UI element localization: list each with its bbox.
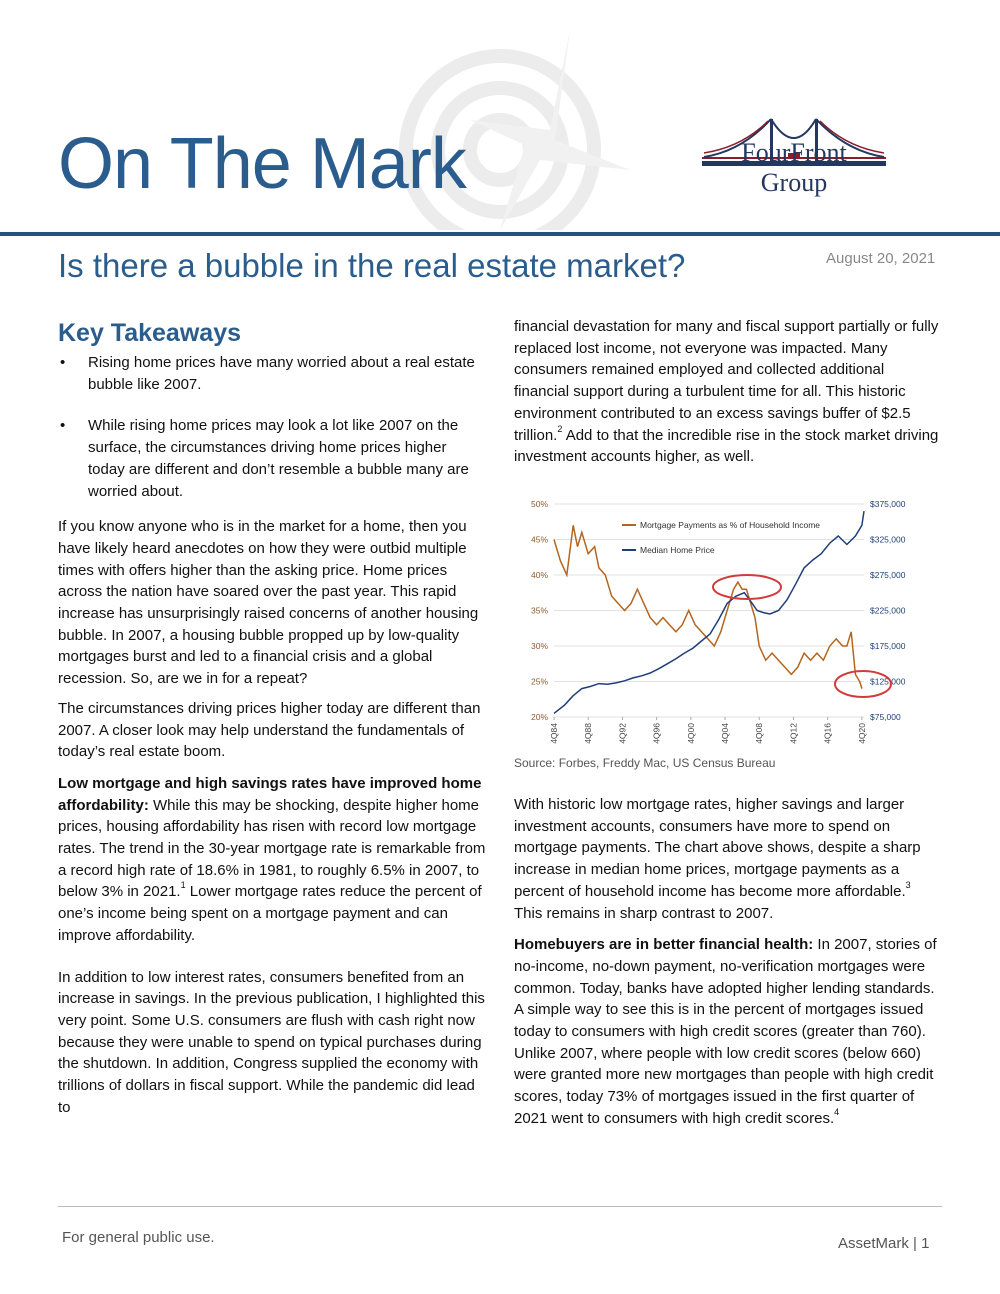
x-tick-label: 4Q08 bbox=[754, 723, 765, 744]
x-tick-label: 4Q00 bbox=[685, 723, 696, 744]
y-left-tick-label: 20% bbox=[530, 712, 548, 722]
publication-title: On The Mark bbox=[58, 124, 466, 204]
x-tick-label: 4Q04 bbox=[720, 723, 731, 744]
x-tick-label: 4Q88 bbox=[583, 723, 594, 744]
paragraph-affordability: Low mortgage and high savings rates have improved home affordability: While this may be shocking, despite higher home prices, housing affordability has risen with record low mortgage rates. The trend in the 30-year mortgage rate is remarkable from a record high rate of 18.6% in 1981, to roughly 6.5% in 2007, to below 3% in 2021.$^1$ Lower mortgage rates reduce the percent of one’s income being spent on a mortgage payment and can improve affordability. bbox=[58, 774, 486, 944]
y-left-tick-label: 50% bbox=[530, 499, 548, 509]
median-home-price-series-line bbox=[554, 511, 864, 713]
y-left-tick-label: 45% bbox=[530, 534, 548, 545]
y-left-tick-label: 25% bbox=[530, 676, 548, 687]
chart-grid bbox=[554, 504, 864, 720]
legend-entry: Mortgage Payments as % of Household Income bbox=[640, 520, 821, 530]
x-tick-label: 4Q84 bbox=[549, 723, 559, 744]
left-column bbox=[58, 318, 486, 1127]
x-tick-label: 4Q20 bbox=[856, 723, 867, 744]
paragraph-savings: In addition to low interest rates, consumers benefited from an increase in savings. In the previous publication, I highlighted this very point. Some U.S. consumers are flush with cash right now because they were unable to spend on typical purchases during the shutdown. In addition, Congress supplied the economy with trillions of dollars in fiscal support. While the pandemic did lead to bbox=[58, 968, 485, 1116]
footer-rule bbox=[58, 1206, 942, 1207]
y-right-tick-label: $75,000 bbox=[870, 712, 901, 722]
paragraph-intro: If you know anyone who is in the market for a home, then you have likely heard anecdotes on how they were outbid multiple times with offers higher than the asking price. Home prices across the nation have soared over the past year. This rapid increase has unsurprisingly raised concerns of another housing bubble. In 2007, a housing bubble propped up by low-quality mortgages burst and led to a financial crisis and a global recession. So, are we in for a repeat? bbox=[58, 518, 479, 688]
paragraph-circumstances: The circumstances driving prices higher today are different than 2007. A closer look may help understand the fundamentals of today’s real estate boom. bbox=[58, 699, 481, 761]
bullet-icon: • bbox=[60, 417, 66, 435]
list-item: • Rising home prices have many worried about a real estate bubble like 2007. bbox=[60, 354, 475, 393]
key-takeaways-heading: Key Takeaways bbox=[58, 319, 241, 347]
y-left-tick-label: 40% bbox=[530, 570, 548, 580]
logo-text-fourfront: FourFront bbox=[741, 138, 847, 167]
paragraph-more-to-spend: With historic low mortgage rates, higher savings and larger investment accounts, consumers have more to spend on mortgage payments. The chart above shows, despite a sharp increase in median home prices, mortgage payments as a percent of household income has become more affordable.$^3$ This remains in sharp contrast to 2007. bbox=[514, 796, 921, 922]
list-item: • While rising home prices may look a lot like 2007 on the surface, the circumstances driving home prices higher today are different and don’t resemble a bubble many are worried about. bbox=[60, 417, 469, 500]
footnote-ref-1: 1 bbox=[180, 880, 186, 891]
affordability-lead: Low mortgage and high savings rates have improved home affordability: bbox=[58, 774, 482, 814]
chart-source: Source: Forbes, Freddy Mac, US Census Bureau bbox=[514, 756, 776, 770]
x-tick-label: 4Q96 bbox=[651, 723, 662, 744]
publication-date: August 20, 2021 bbox=[826, 250, 936, 267]
chart-legend bbox=[622, 520, 820, 555]
header-rule bbox=[0, 232, 1000, 236]
y-axis-left-labels bbox=[531, 499, 548, 722]
footer-page-number: AssetMark | 1 bbox=[838, 1235, 930, 1252]
footnote-ref-2: 2 bbox=[557, 423, 563, 434]
y-right-tick-label: $325,000 bbox=[870, 534, 906, 545]
footnote-ref-3: 3 bbox=[905, 879, 911, 890]
key-takeaways-list bbox=[58, 352, 486, 502]
footer-disclaimer: For general public use. bbox=[62, 1229, 215, 1246]
y-right-tick-label: $275,000 bbox=[870, 570, 906, 580]
paragraph-financial-health: Homebuyers are in better financial health: In 2007, stories of no-income, no-down payment, no-verification mortgages were common. Today, banks have adopted higher lending standards. A simple way to see this is in the percent of mortgages issued today to consumers with high credit scores (greater than 760). Unlike 2007, where people with low credit scores (below 660) were granted more new mortgages than people with high credit scores, today 73% of mortgages issued in the first quarter of 2021 went to consumers with high credit scores.$^4$ bbox=[514, 936, 937, 1127]
y-right-tick-label: $225,000 bbox=[870, 605, 906, 616]
footnote-ref-4: 4 bbox=[834, 1106, 840, 1117]
y-left-tick-label: 35% bbox=[530, 605, 548, 616]
bullet-icon: • bbox=[60, 354, 66, 371]
y-axis-right-labels bbox=[870, 499, 906, 722]
legend-entry: Median Home Price bbox=[640, 545, 715, 555]
y-left-tick-label: 30% bbox=[530, 641, 548, 651]
y-right-tick-label: $375,000 bbox=[870, 499, 906, 509]
mortgage-vs-home-price-chart bbox=[514, 492, 924, 754]
right-column-top bbox=[514, 316, 942, 476]
right-column-bottom bbox=[514, 794, 942, 1138]
article-headline: Is there a bubble in the real estate market? bbox=[58, 247, 686, 284]
x-tick-label: 4Q92 bbox=[617, 723, 628, 744]
paragraph-financial-devastation: financial devastation for many and fiscal support partially or fully replaced lost income, not everyone was impacted. Many consumers remained employed and collected additional financial support during a turbulent time for all. This historic environment contributed to an excess savings buffer of $2.5 trillion.$^2$ Add to that the incredible rise in the stock market driving investment accounts higher, as well. bbox=[514, 318, 939, 466]
x-tick-label: 4Q12 bbox=[788, 723, 799, 744]
logo-text-group: Group bbox=[760, 168, 828, 197]
x-axis-labels bbox=[549, 723, 867, 744]
y-right-tick-label: $125,000 bbox=[870, 676, 906, 687]
x-tick-label: 4Q16 bbox=[822, 723, 833, 744]
financial-health-lead: Homebuyers are in better financial health: bbox=[514, 936, 814, 954]
y-right-tick-label: $175,000 bbox=[870, 641, 906, 651]
chart-series bbox=[554, 511, 864, 713]
